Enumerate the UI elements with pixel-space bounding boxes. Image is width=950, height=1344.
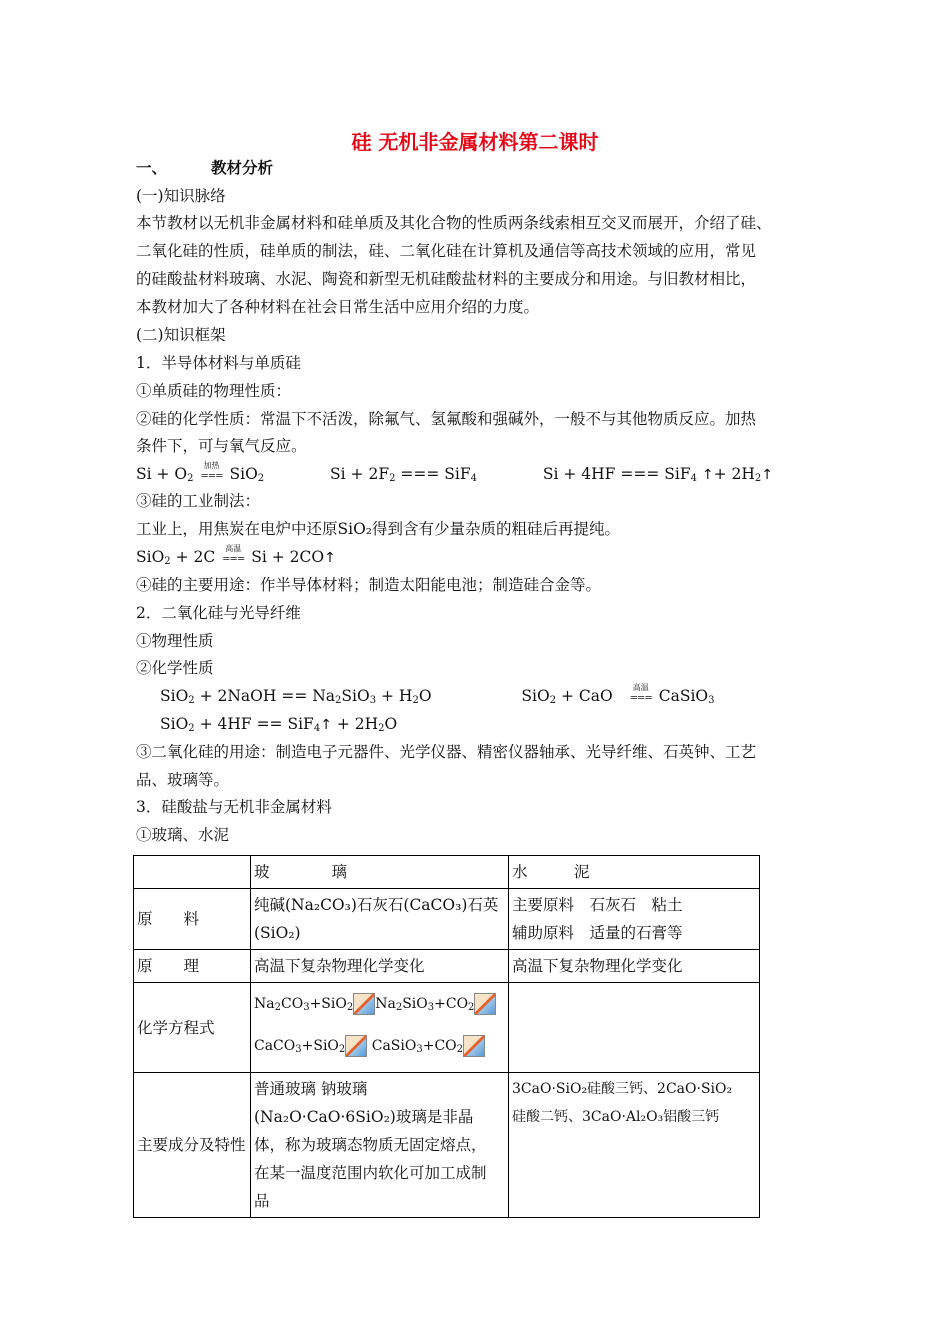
subheading-2: (二)知识框架 <box>136 326 226 344</box>
condition-heat: 加热 === <box>200 461 223 482</box>
table-row-equation <box>134 983 760 1073</box>
table-header-cement: 水 泥 <box>509 856 760 889</box>
equation-line-1: $Si + O_2$ 加热 === SiO$_2$ $Si + 2F_2$ === SiF$_4$ Si + 4HF === SiF$_4$ ↑+ $2H_2↑$ <box>136 461 774 484</box>
paragraph-line: 条件下，可与氧气反应。 <box>136 437 307 455</box>
table-cell <box>509 983 760 1073</box>
table-cell <box>134 856 251 889</box>
cell-line: 辅助原料 适量的石膏等 <box>512 924 683 942</box>
cell-line: 普通玻璃 钠玻璃 <box>254 1080 368 1098</box>
heading-1: 1．半导体材料与单质硅 <box>136 354 301 372</box>
cell-line: (Na₂O·CaO·6SiO₂)玻璃是非晶 <box>254 1108 474 1126</box>
cell-line: 品 <box>254 1192 270 1210</box>
materials-table <box>133 855 760 1218</box>
row-label: 原 理 <box>134 950 251 983</box>
table-cell: 纯碱(Na₂CO₃)石灰石(CaCO₃)石英(SiO₂) <box>251 889 509 950</box>
table-cell <box>251 983 509 1073</box>
paragraph-line: ③二氧化硅的用途：制造电子元器件、光学仪器、精密仪器轴承、光导纤维、石英钟、工艺 <box>136 743 757 761</box>
equation-line: CaCO$_3$+SiO$_2$ $CaSiO_3+CO_2$ <box>254 1027 505 1069</box>
condition-high-temp: 高温 === <box>629 683 652 704</box>
condition-high-temp: 高温 === <box>222 544 245 565</box>
cell-line: 硅酸二钙、3CaO·Al₂O₃铝酸三钙 <box>512 1109 720 1125</box>
row-label: 原 料 <box>134 889 251 950</box>
cell-line: 体，称为玻璃态物质无固定熔点， <box>254 1136 487 1154</box>
paragraph-line: ③硅的工业制法： <box>136 492 261 510</box>
paragraph-line: 品、玻璃等。 <box>136 771 230 789</box>
cell-line: 主要原料 石灰石 粘土 <box>512 896 683 914</box>
paragraph-line: ②化学性质 <box>136 659 214 677</box>
section-heading <box>136 158 273 178</box>
paragraph-line: 二氧化硅的性质，硅单质的制法，硅、二氧化硅在计算机及通信等高技术领域的应用，常见 <box>136 242 757 260</box>
equation-line-2: SiO$_2$ + 2C 高温 === Si + 2CO↑ <box>136 544 336 567</box>
table-row-raw <box>134 889 760 950</box>
equation-line: $Na_2CO_3+SiO_2$ $Na_2SiO_3+CO_2$ <box>254 985 505 1027</box>
heading-3: 3．硅酸盐与无机非金属材料 <box>136 798 332 816</box>
equation-image-icon <box>463 1035 485 1057</box>
paragraph-line: ①玻璃、水泥 <box>136 826 230 844</box>
table-header-glass: 玻 璃 <box>251 856 509 889</box>
equation-line-4: SiO$_2$ + 4HF == SiF$_4$↑ + $2H_2O$ <box>160 715 398 734</box>
table-cell <box>509 889 760 950</box>
paragraph-line: ①物理性质 <box>136 632 214 650</box>
table-header-row <box>134 856 760 889</box>
paragraph-line: 本教材加大了各种材料在社会日常生活中应用介绍的力度。 <box>136 298 540 316</box>
equation-image-icon <box>353 993 375 1015</box>
section-number: 一、 <box>136 159 168 177</box>
table-cell: 高温下复杂物理化学变化 <box>509 950 760 983</box>
cell-line: 在某一温度范围内软化可加工成制 <box>254 1164 487 1182</box>
equation-line-3: SiO$_2$ + 2NaOH == $Na_2SiO_3 + H_2O$ SiO$_2$ + CaO 高温 === CaSiO$_3$ <box>160 683 715 706</box>
table-cell: 高温下复杂物理化学变化 <box>251 950 509 983</box>
table-cell <box>251 1073 509 1218</box>
row-label: 主要成分及特性 <box>134 1073 251 1218</box>
paragraph-line: 工业上，用焦炭在电炉中还原SiO₂得到含有少量杂质的粗硅后再提纯。 <box>136 520 620 538</box>
subheading-1: (一)知识脉络 <box>136 187 226 205</box>
heading-2: 2．二氧化硅与光导纤维 <box>136 604 301 622</box>
paragraph-line: 的硅酸盐材料玻璃、水泥、陶瓷和新型无机硅酸盐材料的主要成分和用途。与旧教材相比， <box>136 270 757 288</box>
cell-line: 3CaO·SiO₂硅酸三钙、2CaO·SiO₂ <box>512 1081 733 1097</box>
section-title: 教材分析 <box>211 159 274 177</box>
paragraph-line: ④硅的主要用途：作半导体材料；制造太阳能电池；制造硅合金等。 <box>136 576 602 594</box>
table-cell <box>509 1073 760 1218</box>
page-title: 硅 无机非金属材料第二课时 <box>351 130 599 154</box>
equation-image-icon <box>474 993 496 1015</box>
paragraph-line: 本节教材以无机非金属材料和硅单质及其化合物的性质两条线索相互交叉而展开，介绍了硅、 <box>136 214 772 232</box>
paragraph-line: ①单质硅的物理性质： <box>136 382 292 400</box>
row-label: 化学方程式 <box>134 983 251 1073</box>
table-row-composition <box>134 1073 760 1218</box>
equation-image-icon <box>345 1035 367 1057</box>
table-row-principle <box>134 950 760 983</box>
paragraph-line: ②硅的化学性质：常温下不活泼，除氟气、氢氟酸和强碱外，一般不与其他物质反应。加热 <box>136 410 757 428</box>
